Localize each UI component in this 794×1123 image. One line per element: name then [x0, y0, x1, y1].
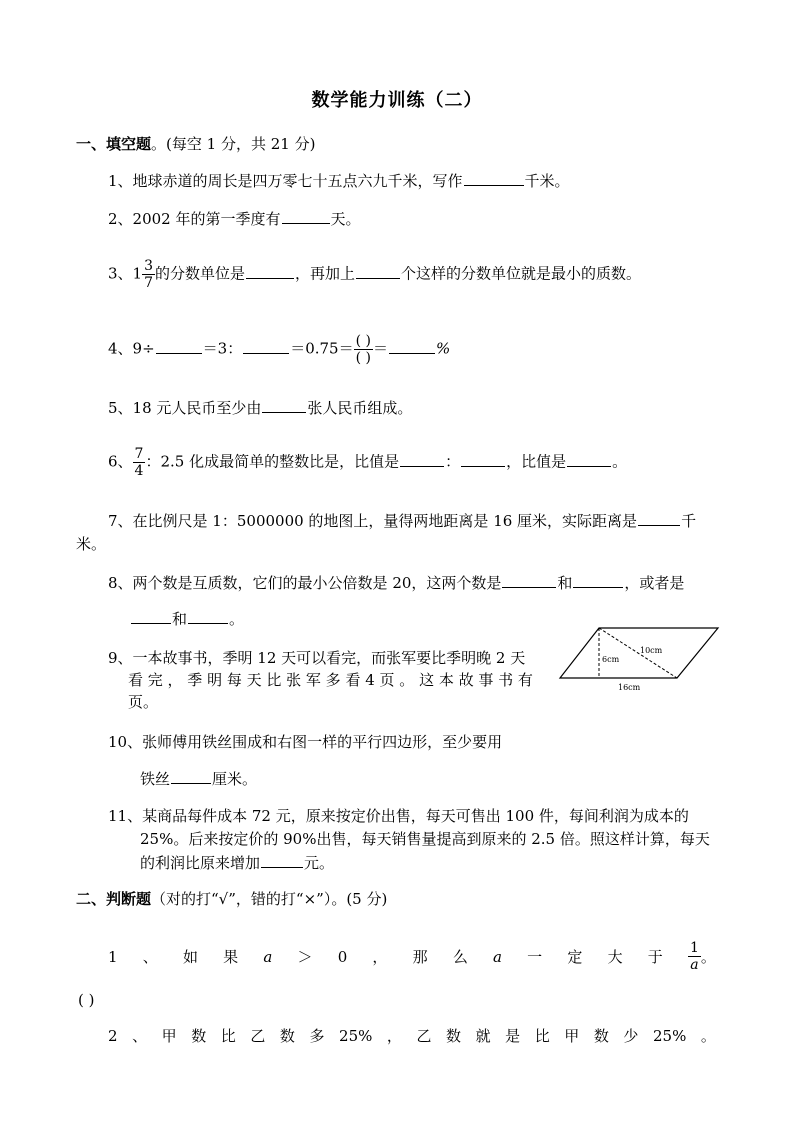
judge-token: 、: [142, 948, 158, 966]
question-6-text: ：2.5 化成最简单的整数比是，比值是: [145, 452, 400, 471]
judge-token: 甲: [161, 1027, 177, 1045]
question-4-equals-3: ＝: [372, 339, 388, 358]
side-label: 10cm: [640, 646, 663, 655]
judge-token: 2: [108, 1026, 118, 1045]
fraction: [142, 258, 155, 291]
question-4-equals-2: ＝0.75＝: [290, 339, 354, 358]
question-7: [108, 508, 696, 534]
judge-token: 那: [412, 948, 428, 966]
question-10-text: 铁丝: [140, 770, 171, 788]
question-5: [108, 395, 412, 421]
question-2-tail: 天。: [330, 210, 361, 228]
question-7-text: 7、在比例尺是 1：5000000 的地图上，量得两地距离是 16 厘米，实际距离是: [108, 512, 638, 530]
parallelogram-outline: [560, 628, 718, 678]
judge-token: 一: [527, 948, 543, 966]
judge-token: 定: [567, 948, 583, 966]
section-1-title: 一、填空题: [76, 135, 152, 153]
judge-token: 比: [534, 1027, 550, 1045]
fraction-blank[interactable]: [354, 333, 373, 366]
question-7-tail: 千: [681, 512, 697, 530]
question-10-line-2: [140, 766, 257, 792]
judge-token: 数: [279, 1027, 295, 1045]
judge-token: 25%: [652, 1026, 687, 1045]
question-4-equals-1: ＝3：: [202, 339, 243, 358]
section-2-note: （对的打“√”，错的打“×”）。(5 分): [151, 890, 388, 908]
answer-blank[interactable]: [262, 397, 306, 413]
judge-token: 甲: [564, 1027, 580, 1045]
judge-token: 25%: [339, 1026, 373, 1045]
question-6: [108, 446, 627, 479]
height-label: 6cm: [602, 655, 620, 664]
answer-blank[interactable]: [464, 170, 524, 186]
section-2-heading: [76, 888, 387, 909]
section-2-title: 二、判断题: [76, 890, 152, 908]
judge-token: a: [493, 947, 502, 966]
answer-blank[interactable]: [282, 208, 330, 224]
judge-1: [108, 940, 716, 973]
question-6-text-2: ，比值是: [506, 452, 567, 471]
question-2: [108, 206, 361, 232]
question-8-and-2: 和: [172, 610, 188, 628]
judge-token: 就: [475, 1027, 491, 1045]
fraction-numerator: ( ): [355, 333, 371, 349]
fraction: [688, 940, 701, 973]
judge-token: 多: [309, 1027, 325, 1045]
section-1-heading: [76, 133, 315, 154]
question-8-text: 8、两个数是互质数，它们的最小公倍数是 20，这两个数是: [108, 574, 502, 592]
question-11-line-3: [140, 850, 334, 876]
answer-blank[interactable]: [461, 451, 505, 467]
answer-blank[interactable]: [356, 263, 400, 279]
judge-1-fraction-group: [688, 940, 716, 973]
judge-token: 乙: [250, 1027, 266, 1045]
fraction-denominator: a: [690, 957, 699, 973]
judge-token: ，: [372, 948, 388, 966]
question-4-percent: %: [436, 339, 451, 358]
question-1-text: 1、地球赤道的周长是四万零七十五点六九千米，写作: [108, 172, 463, 190]
judge-token: 数: [191, 1027, 207, 1045]
judge-token: 少: [623, 1027, 639, 1045]
diagonal-line: [599, 628, 677, 678]
answer-blank[interactable]: [188, 608, 228, 624]
question-8: [108, 570, 684, 596]
question-8-and: 和: [557, 574, 573, 592]
judge-token: 乙: [416, 1027, 432, 1045]
fraction-denominator: ( ): [355, 350, 371, 366]
answer-blank[interactable]: [567, 451, 611, 467]
answer-blank[interactable]: [156, 338, 202, 354]
judge-token: 比: [220, 1027, 236, 1045]
judge-token: 如: [182, 948, 198, 966]
answer-blank[interactable]: [389, 338, 435, 354]
question-11-line-2: 25%。后来按定价的 90%出售，每天销售量提高到原来的 2.5 倍。照这样计算，每天: [140, 830, 710, 848]
fraction-numerator: 7: [134, 446, 144, 462]
answer-blank[interactable]: [400, 451, 444, 467]
judge-token: 果: [223, 948, 239, 966]
judge-token: 大: [607, 948, 623, 966]
question-6-prefix: 6、: [108, 452, 133, 471]
question-10-tail: 厘米。: [212, 770, 258, 788]
judge-token: 数: [446, 1027, 462, 1045]
section-1-note: 。(每空 1 分，共 21 分): [151, 135, 316, 153]
judge-1-tail: 。: [700, 948, 716, 966]
answer-blank[interactable]: [246, 263, 294, 279]
judge-token: 是: [505, 1027, 521, 1045]
question-3-prefix: 3、1: [108, 264, 143, 283]
question-5-tail: 张人民币组成。: [307, 399, 413, 417]
fraction-denominator: 7: [144, 275, 154, 291]
judge-token: 数: [593, 1027, 609, 1045]
page-title: 数学能力训练（二）: [311, 90, 483, 111]
judge-token: 1: [108, 947, 118, 966]
question-9-line-2: 看 完 ， 季 明 每 天 比 张 军 多 看 4 页 。 这 本 故 事 书 有: [128, 671, 533, 689]
question-7-line-2: 米。: [76, 535, 107, 553]
judge-token: 、: [132, 1027, 148, 1045]
question-8-line-2: [130, 606, 244, 632]
question-11-line-1: 11、某商品每件成本 72 元，原来按定价出售，每天可售出 100 件，每间利润为成本的: [108, 807, 689, 825]
judge-token: ＞: [297, 948, 313, 966]
answer-blank[interactable]: [171, 768, 211, 784]
judge-2: [108, 1025, 716, 1046]
question-4: [108, 333, 450, 366]
judge-token: 么: [452, 948, 468, 966]
fraction-denominator: 4: [134, 463, 144, 479]
question-3-text-2: ，再加上: [295, 264, 356, 283]
judge-token: ，: [386, 1027, 402, 1045]
fraction-numerator: 3: [144, 258, 154, 274]
question-3: [108, 258, 641, 291]
judge-token: 0: [337, 947, 348, 966]
judge-token: 于: [647, 948, 663, 966]
fraction: [133, 446, 146, 479]
answer-blank[interactable]: [573, 572, 623, 588]
question-8-or: ，或者是: [624, 574, 685, 592]
question-6-tail: 。: [612, 452, 628, 471]
question-11-text: 的利润比原来增加: [140, 854, 261, 872]
fraction-numerator: 1: [689, 940, 699, 956]
question-10-line-1: 10、张师傅用铁丝围成和右图一样的平行四边形，至少要用: [108, 733, 503, 751]
answer-blank[interactable]: [261, 852, 303, 868]
base-label: 16cm: [618, 683, 641, 692]
question-2-text: 2、2002 年的第一季度有: [108, 210, 281, 228]
parallelogram-figure: [556, 622, 722, 694]
question-3-tail: 个这样的分数单位就是最小的质数。: [401, 264, 642, 283]
question-1: [108, 168, 570, 194]
question-5-text: 5、18 元人民币至少由: [108, 399, 262, 417]
question-11-tail: 元。: [304, 854, 335, 872]
question-3-text: 的分数单位是: [155, 264, 246, 283]
answer-blank[interactable]: [502, 572, 556, 588]
answer-blank[interactable]: [638, 510, 680, 526]
question-6-colon: ：: [445, 452, 461, 471]
answer-blank[interactable]: [243, 338, 289, 354]
judge-1-answer-paren[interactable]: ( ): [78, 991, 95, 1009]
answer-blank[interactable]: [131, 608, 171, 624]
judge-token: a: [263, 947, 273, 966]
question-4-prefix: 4、9÷: [108, 339, 155, 358]
question-9-line-3: 页。: [128, 693, 159, 711]
judge-token: 。: [700, 1027, 716, 1045]
question-1-tail: 千米。: [524, 172, 570, 190]
question-8-tail: 。: [229, 610, 245, 628]
question-9-line-1: 9、一本故事书，季明 12 天可以看完，而张军要比季明晚 2 天: [108, 649, 526, 667]
